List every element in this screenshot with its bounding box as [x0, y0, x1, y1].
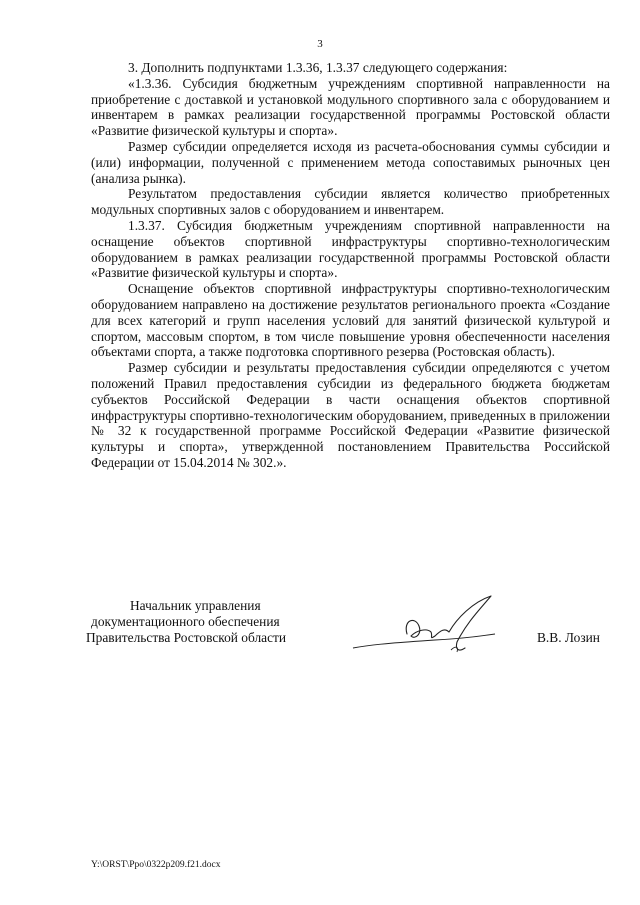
paragraph-7: Размер субсидии и результаты предоставления субсидии определяются с учетом положений Правил предоставления субсидии из федерального бюджета бюджетам субъектов Российской Федерации в части оснащения объектов спортивной инфраструктуры спортивно-технологическим оборудованием, приведенных в приложении № 32 к государственной программе Российской Федерации «Развитие физической культуры и спорта», утвержденной постановлением Правительства Российской Федерации от 15.04.2014 № 302.».: [91, 360, 610, 470]
paragraph-2: «1.3.36. Субсидия бюджетным учреждениям спортивной направленности на приобретение с доставкой и установкой модульного спортивного зала с оборудованием и инвентарем в рамках реализации государственной программы Ростовской области «Развитие физической культуры и спорта».: [91, 75, 610, 139]
file-path: Y:\ORST\Ppo\0322p209.f21.docx: [91, 860, 221, 870]
paragraph-1: 3. Дополнить подпунктами 1.3.36, 1.3.37 следующего содержания:: [128, 60, 508, 75]
paragraph-4: Результатом предоставления субсидии является количество приобретенных модульных спортивных залов с оборудованием и инвентарем.: [91, 186, 610, 218]
signatory-name: В.В. Лозин: [537, 630, 600, 645]
paragraph-6: Оснащение объектов спортивной инфраструктуры спортивно-технологическим оборудованием направлено на достижение результатов регионального проекта «Создание для всех категорий и групп населения условий для занятий физической культурой и спортом, массовым спортом, в том числе повышение уровня обеспеченности населения объектами спорта, а также подготовка спортивного резерва (Ростовская область).: [91, 281, 610, 360]
signatory-title-line-3: Правительства Ростовской области: [86, 630, 287, 645]
handwritten-signature: [345, 590, 505, 665]
page-number: 3: [317, 38, 323, 50]
signatory-title-line-2: документационного обеспечения: [91, 614, 280, 629]
paragraph-3: Размер субсидии определяется исходя из расчета-обоснования суммы субсидии и (или) информации, полученной с применением метода сопоставимых рыночных цен (анализа рынка).: [91, 138, 610, 186]
signatory-title-line-1: Начальник управления: [130, 598, 261, 613]
document-body: [91, 60, 610, 471]
paragraph-5: 1.3.37. Субсидия бюджетным учреждениям спортивной направленности на оснащение объектов спортивной инфраструктуры спортивно-технологическим оборудованием в рамках реализации государственной программы Ростовской области «Развитие физической культуры и спорта».: [91, 217, 610, 281]
signatory-title: [86, 598, 286, 646]
